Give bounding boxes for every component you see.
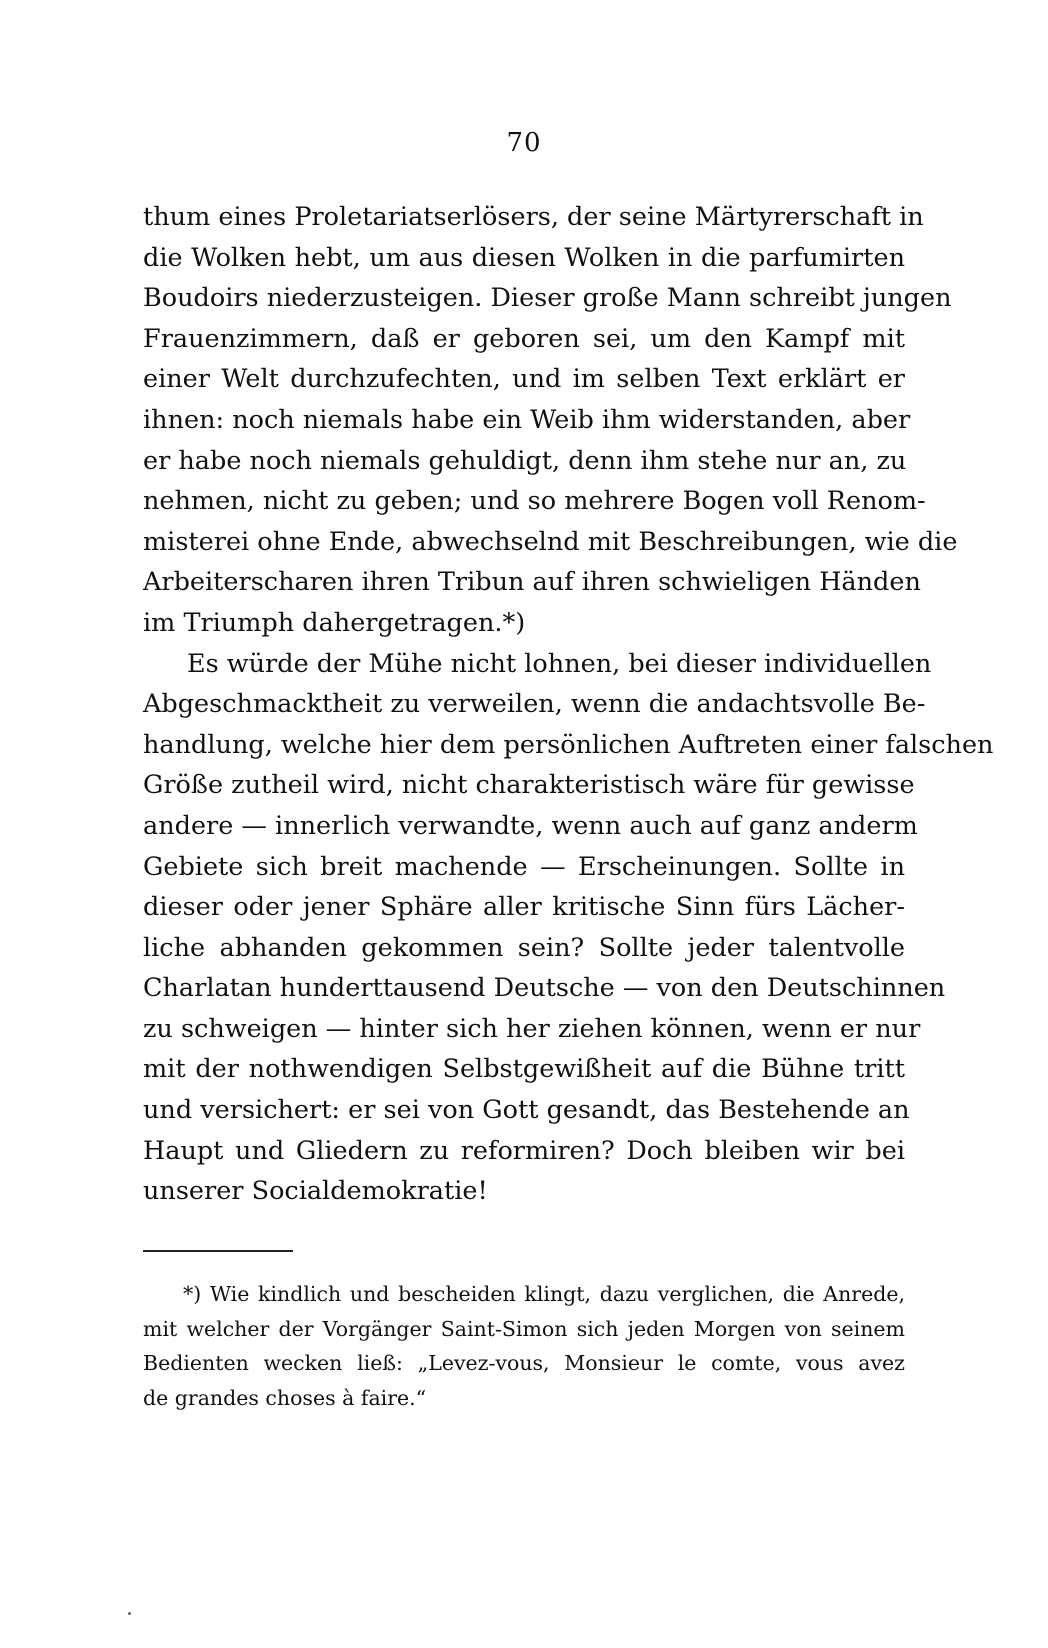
footnote-rule — [143, 1250, 293, 1252]
text-line: mit der nothwendigen Selbstgewißheit auf die Bühne tritt — [143, 1054, 905, 1085]
footnote-line: *) Wie kindlich und bescheiden klingt, dazu verglichen, die Anrede, — [183, 1282, 905, 1306]
text-line: Abgeschmacktheit zu verweilen, wenn die andachtsvolle Be- — [143, 689, 926, 720]
text-line: thum eines Proletariatserlösers, der seine Märtyrerschaft in — [143, 202, 924, 232]
text-line: handlung, welche hier dem persönlichen Auftreten einer falschen — [143, 729, 994, 760]
text-line: ihnen: noch niemals habe ein Weib ihm widerstanden, aber — [143, 404, 911, 435]
text-line: einer Welt durchzufechten, und im selben Text erklärt er — [143, 364, 905, 395]
text-line: misterei ohne Ende, abwechselnd mit Beschreibungen, wie die — [143, 526, 958, 557]
text-line: andere — innerlich verwandte, wenn auch auf ganz anderm — [143, 810, 918, 841]
text-line: Haupt und Gliedern zu reformiren? Doch bleiben wir bei — [143, 1135, 905, 1166]
text-line: unserer Socialdemokratie! — [143, 1176, 488, 1207]
text-line: nehmen, nicht zu geben; und so mehrere Bogen voll Renom- — [143, 486, 926, 517]
text-line: Größe zutheil wird, nicht charakteristisch wäre für gewisse — [143, 770, 915, 801]
text-line: und versichert: er sei von Gott gesandt, das Bestehende an — [143, 1095, 910, 1126]
text-line: Gebiete sich breit machende — Erscheinungen. Sollte in — [143, 851, 905, 882]
text-line: zu schweigen — hinter sich her ziehen können, wenn er nur — [143, 1013, 921, 1044]
text-line: Es würde der Mühe nicht lohnen, bei dieser individuellen — [187, 648, 932, 679]
text-line: er habe noch niemals gehuldigt, denn ihm stehe nur an, zu — [143, 445, 907, 476]
text-line: Frauenzimmern, daß er geboren sei, um den Kampf mit — [143, 323, 905, 354]
text-line: Boudoirs niederzusteigen. Dieser große Mann schreibt jungen — [143, 283, 952, 314]
text-line: dieser oder jener Sphäre aller kritische Sinn fürs Lächer- — [143, 892, 905, 923]
main-text — [143, 197, 994, 1212]
text-line: Arbeiterscharen ihren Tribun auf ihren schwieligen Händen — [143, 567, 921, 598]
text-line: im Triumph dahergetragen.*) — [143, 607, 526, 638]
footnote-line: mit welcher der Vorgänger Saint-Simon sich jeden Morgen von seinem — [143, 1316, 905, 1341]
page-number: 70 — [506, 128, 542, 158]
footnote-line: Bedienten wecken ließ: „Levez-vous, Monsieur le comte, vous avez — [143, 1351, 905, 1375]
footnote — [143, 1277, 905, 1415]
footnote-line: de grandes choses à faire.“ — [143, 1385, 427, 1410]
text-line: die Wolken hebt, um aus diesen Wolken in die parfumirten — [143, 242, 905, 273]
text-line: Charlatan hunderttausend Deutsche — von den Deutschinnen — [143, 973, 946, 1004]
text-line: liche abhanden gekommen sein? Sollte jeder talentvolle — [143, 932, 905, 963]
scan-speck — [128, 1612, 131, 1615]
